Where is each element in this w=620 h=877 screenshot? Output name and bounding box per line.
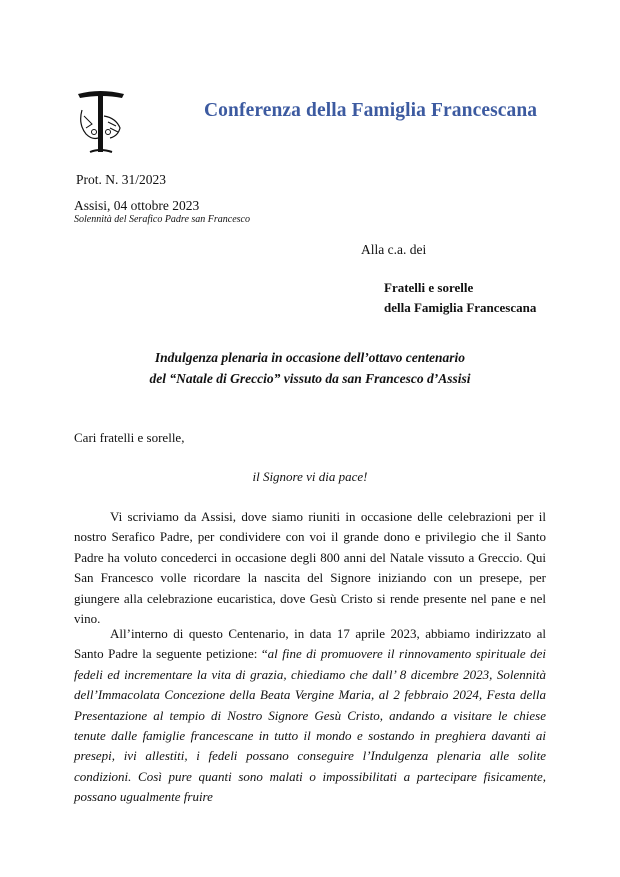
- peace-greeting: il Signore vi dia pace!: [252, 469, 368, 484]
- place-date: Assisi, 04 ottobre 2023: [74, 198, 200, 213]
- solemnity-note: Solennità del Serafico Padre san Francesco: [74, 214, 250, 225]
- tau-logo: [72, 88, 128, 156]
- letter-subject: [74, 347, 546, 389]
- paragraph-2-intro: All’interno di questo Centenario, in data 17 aprile 2023, abbiamo indirizzato al Santo Padre la seguente petizione: “: [74, 626, 546, 662]
- recipient-block: [384, 278, 536, 318]
- paragraph-2: [74, 624, 546, 808]
- attention-line: Alla c.a. dei: [361, 242, 427, 257]
- recipient-line-2: della Famiglia Francescana: [384, 300, 537, 315]
- protocol-number: Prot. N. 31/2023: [76, 172, 167, 187]
- greeting: Cari fratelli e sorelle,: [74, 430, 185, 445]
- subject-line-2: del “Natale di Greccio” vissuto da san Francesco d’Assisi: [149, 371, 471, 386]
- subject-line-1: Indulgenza plenaria in occasione dell’ottavo centenario: [154, 350, 466, 365]
- paragraph-1: Vi scriviamo da Assisi, dove siamo riuniti in occasione delle celebrazioni per il nostro Serafico Padre, per condividere con voi il grande dono e privilegio che il Santo Padre ha voluto concederci in occasione degli 800 anni del Natale vissuto a Greccio. Qui San Francesco volle ricordare la nascita del Signore iniziando con un presepe, per giungere alla celebrazione eucaristica, dove Gesù Cristo si rende presente nel pane e nel vino.: [74, 509, 546, 627]
- petition-quote: al fine di promuovere il rinnovamento spirituale dei fedeli ed incrementare la vita di grazia, chiediamo che dall’ 8 dicembre 2023, Solennità dell’Immacolata Concezione della Beata Vergine Maria, al 2 febbraio 2024, Festa della Presentazione al tempio di Nostro Signore Gesù Cristo, andando a visitare le chiese tenute dalle famiglie francescane in tutto il mondo e sostando in preghiera davanti ai presepi, ivi allestiti, i fedeli possano conseguire l’Indulgenza plenaria alle solite condizioni. Così pure quanti sono malati o impossibilitati a partecipare fisicamente, possano ugualmente fruire: [74, 646, 546, 805]
- recipient-line-1: Fratelli e sorelle: [384, 280, 474, 295]
- organization-title: Conferenza della Famiglia Francescana: [204, 100, 538, 121]
